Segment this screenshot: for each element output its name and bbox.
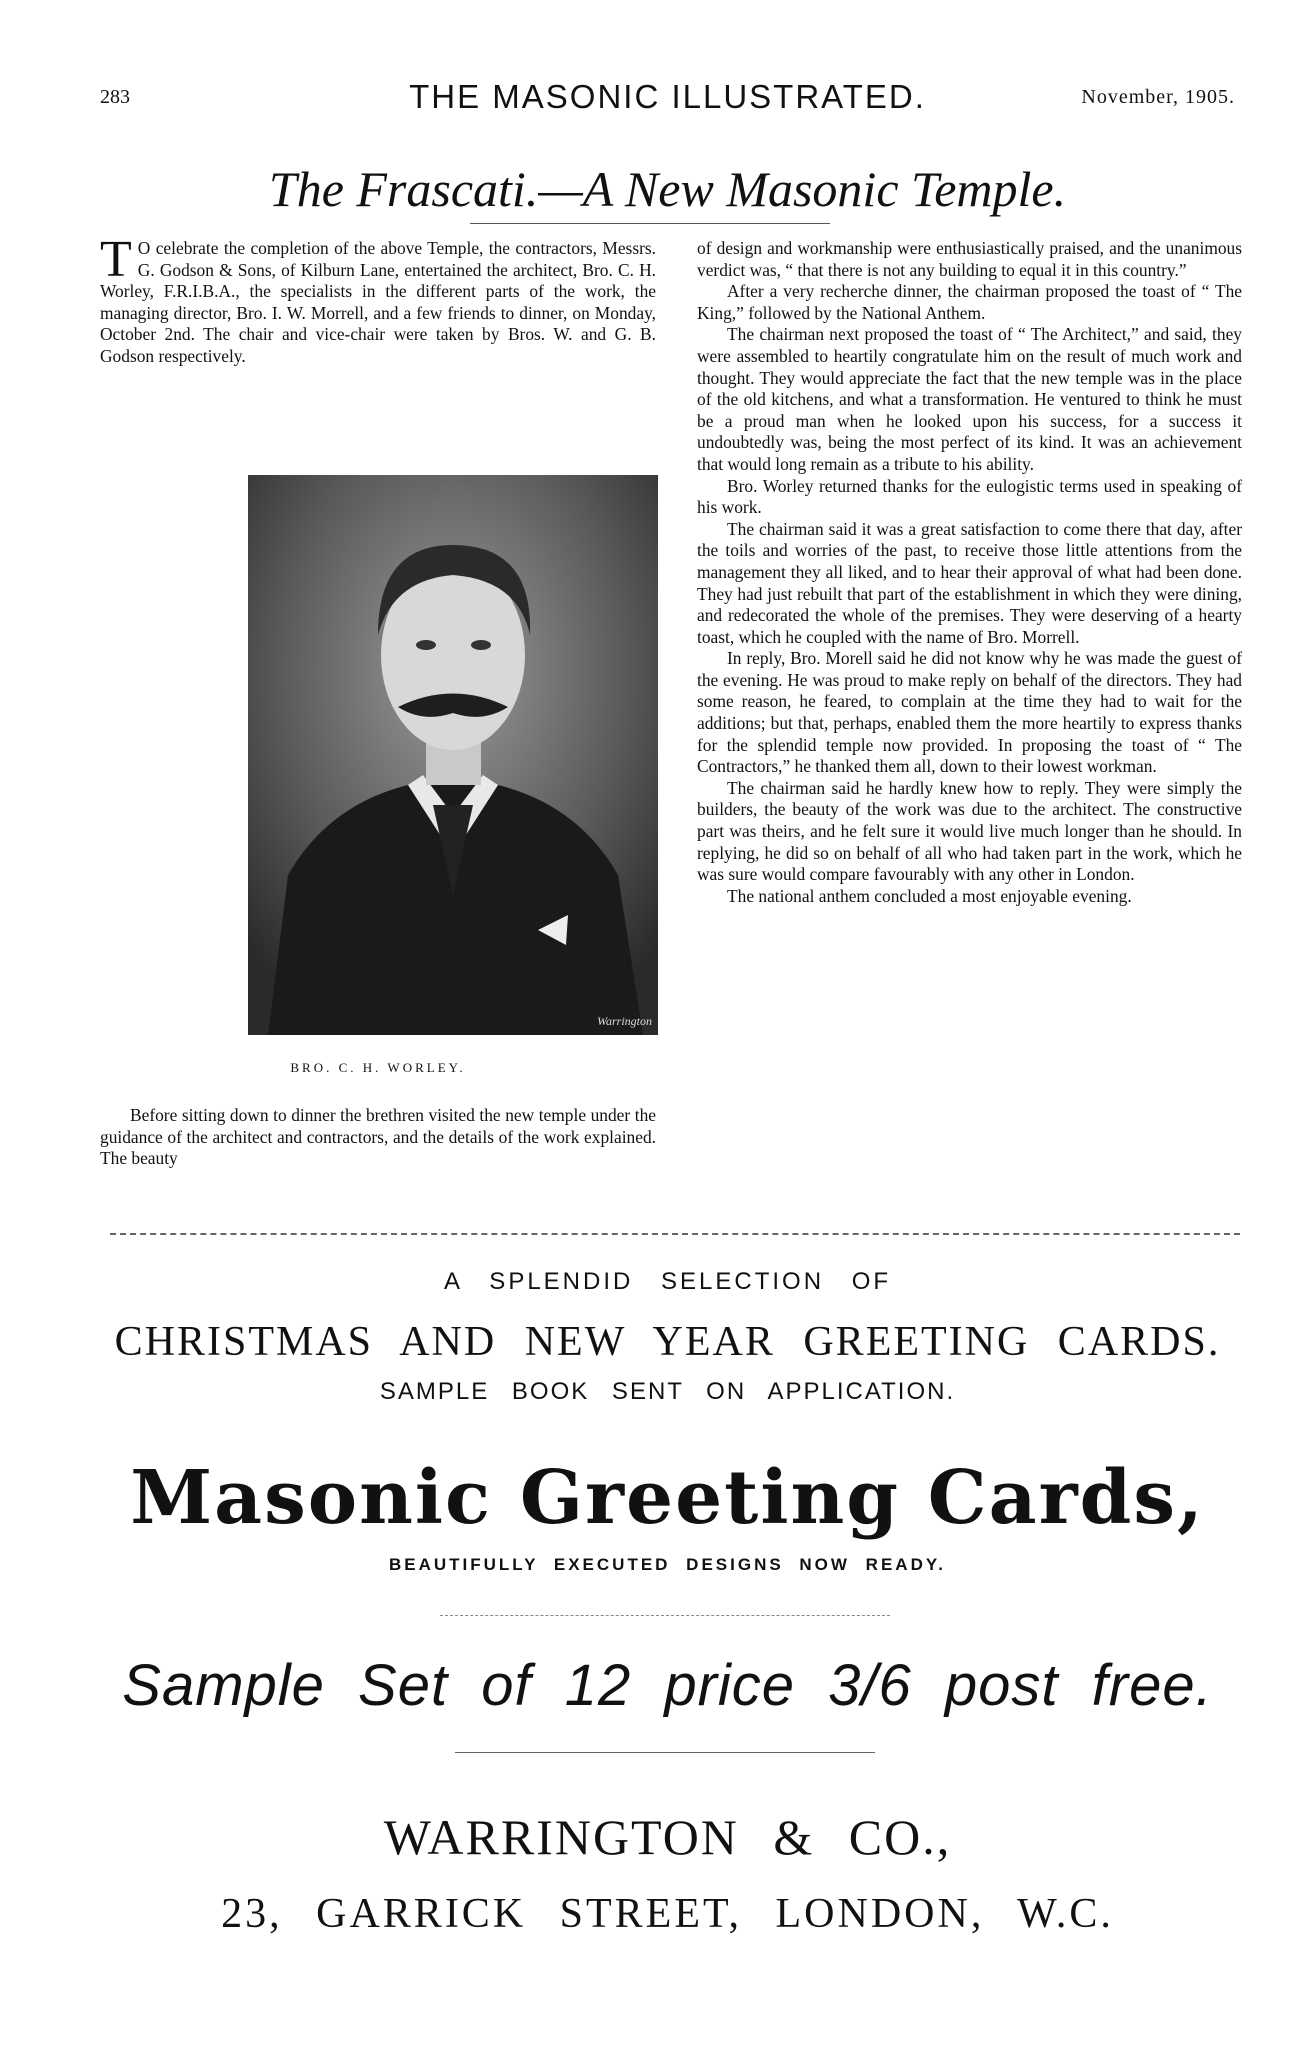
advert-line-3: SAMPLE BOOK SENT ON APPLICATION. <box>379 1378 956 1405</box>
advert-rule <box>440 1615 890 1616</box>
paragraph: Before sitting down to dinner the brethren visited the new temple under the guidance of the architect and contractors, and the details of the work explained. The beauty <box>100 1105 656 1169</box>
advert-line-4: Masonic Greeting Cards, <box>130 1455 1205 1541</box>
right-column <box>697 238 1242 907</box>
drop-cap: T <box>100 231 132 288</box>
advert-line-7: WARRINGTON & CO., <box>383 1809 952 1865</box>
paragraph: In reply, Bro. Morell said he did not know why he was made the guest of the evening. He was proud to make reply on behalf of the directors. They had some reason, he feared, to complain at the time they had to wait for the additions; but that, perhaps, enabled them the more heartily to express thanks for the splendid temple now provided. In proposing the toast of “ The Contractors,” he thanked them all, down to their lowest workman. <box>697 648 1242 777</box>
paragraph: The chairman said he hardly knew how to reply. They were simply the builders, the beauty of the work was due to the architect. The constructive part was theirs, and he felt sure it would live much longer than he should. In replying, he did so on behalf of all who had taken part in the work, which he was sure would compare favourably with any other in London. <box>697 777 1242 885</box>
paragraph: of design and workmanship were enthusiastically praised, and the unanimous verdict was, “ that there is not any building to equal it in this country.” <box>697 238 1242 280</box>
left-column <box>100 231 656 368</box>
paragraph: After a very recherche dinner, the chairman proposed the toast of “ The King,” followed by the National Anthem. <box>697 281 1242 323</box>
advert-line-1: A SPLENDID SELECTION OF <box>443 1268 892 1295</box>
masthead: THE MASONIC ILLUSTRATED. <box>409 78 926 115</box>
issue-date: November, 1905. <box>1081 86 1235 108</box>
title-rule <box>470 223 830 224</box>
paragraph: The chairman next proposed the toast of “ The Architect,” and said, they were assembled to heartily congratulate him on the result of much work and thought. They would appreciate the fact that the new temple was in the place of the old kitchens, and what a transformation. He ventured to think he must be a proud man when he looked upon his success, for a success it undoubtedly was, being the most perfect of its kind. It was an achievement that would long remain as a tribute to his ability. <box>697 324 1242 474</box>
portrait-photo <box>248 475 658 1035</box>
advert-rule <box>455 1752 875 1753</box>
paragraph: The national anthem concluded a most enjoyable evening. <box>727 885 1132 906</box>
photo-credit: Warrington <box>597 1014 652 1028</box>
article-title: The Frascati.—A New Masonic Temple. <box>268 161 1067 217</box>
advert-line-8: 23, GARRICK STREET, LONDON, W.C. <box>221 1891 1114 1937</box>
page-number: 283 <box>100 86 130 108</box>
section-divider <box>110 1233 1240 1235</box>
paragraph: The chairman said it was a great satisfaction to come there that day, after the toils and worries of the past, to receive those little attentions from the management they all liked, and to hear their approval of what had been done. They had just rebuilt that part of the establishment in which they were dining, and redecorated the whole of the premises. They were deserving of a hearty toast, which he coupled with the name of Bro. Morrell. <box>697 518 1242 647</box>
advert-line-6: Sample Set of 12 price 3/6 post free. <box>122 1653 1213 1718</box>
intro-text: O celebrate the completion of the above Temple, the contractors, Messrs. G. Godson & Sons, of Kilburn Lane, entertained the architect, Bro. C. H. Worley, F.R.I.B.A., the specialists in the different parts of the work, the managing director, Bro. I. W. Morrell, and a few friends to dinner, on Monday, October 2nd. The chair and vice-chair were taken by Bros. W. and G. B. Godson respectively. <box>100 238 656 366</box>
page-header <box>100 78 1235 118</box>
intro-paragraph <box>100 231 656 368</box>
advert-line-5: BEAUTIFULLY EXECUTED DESIGNS NOW READY. <box>388 1555 947 1574</box>
paragraph: Bro. Worley returned thanks for the eulogistic terms used in speaking of his work. <box>697 475 1242 518</box>
advert-line-2: CHRISTMAS AND NEW YEAR GREETING CARDS. <box>114 1319 1221 1365</box>
photo-caption: BRO. C. H. WORLEY. <box>290 1060 466 1075</box>
left-column-bottom <box>100 1105 656 1170</box>
